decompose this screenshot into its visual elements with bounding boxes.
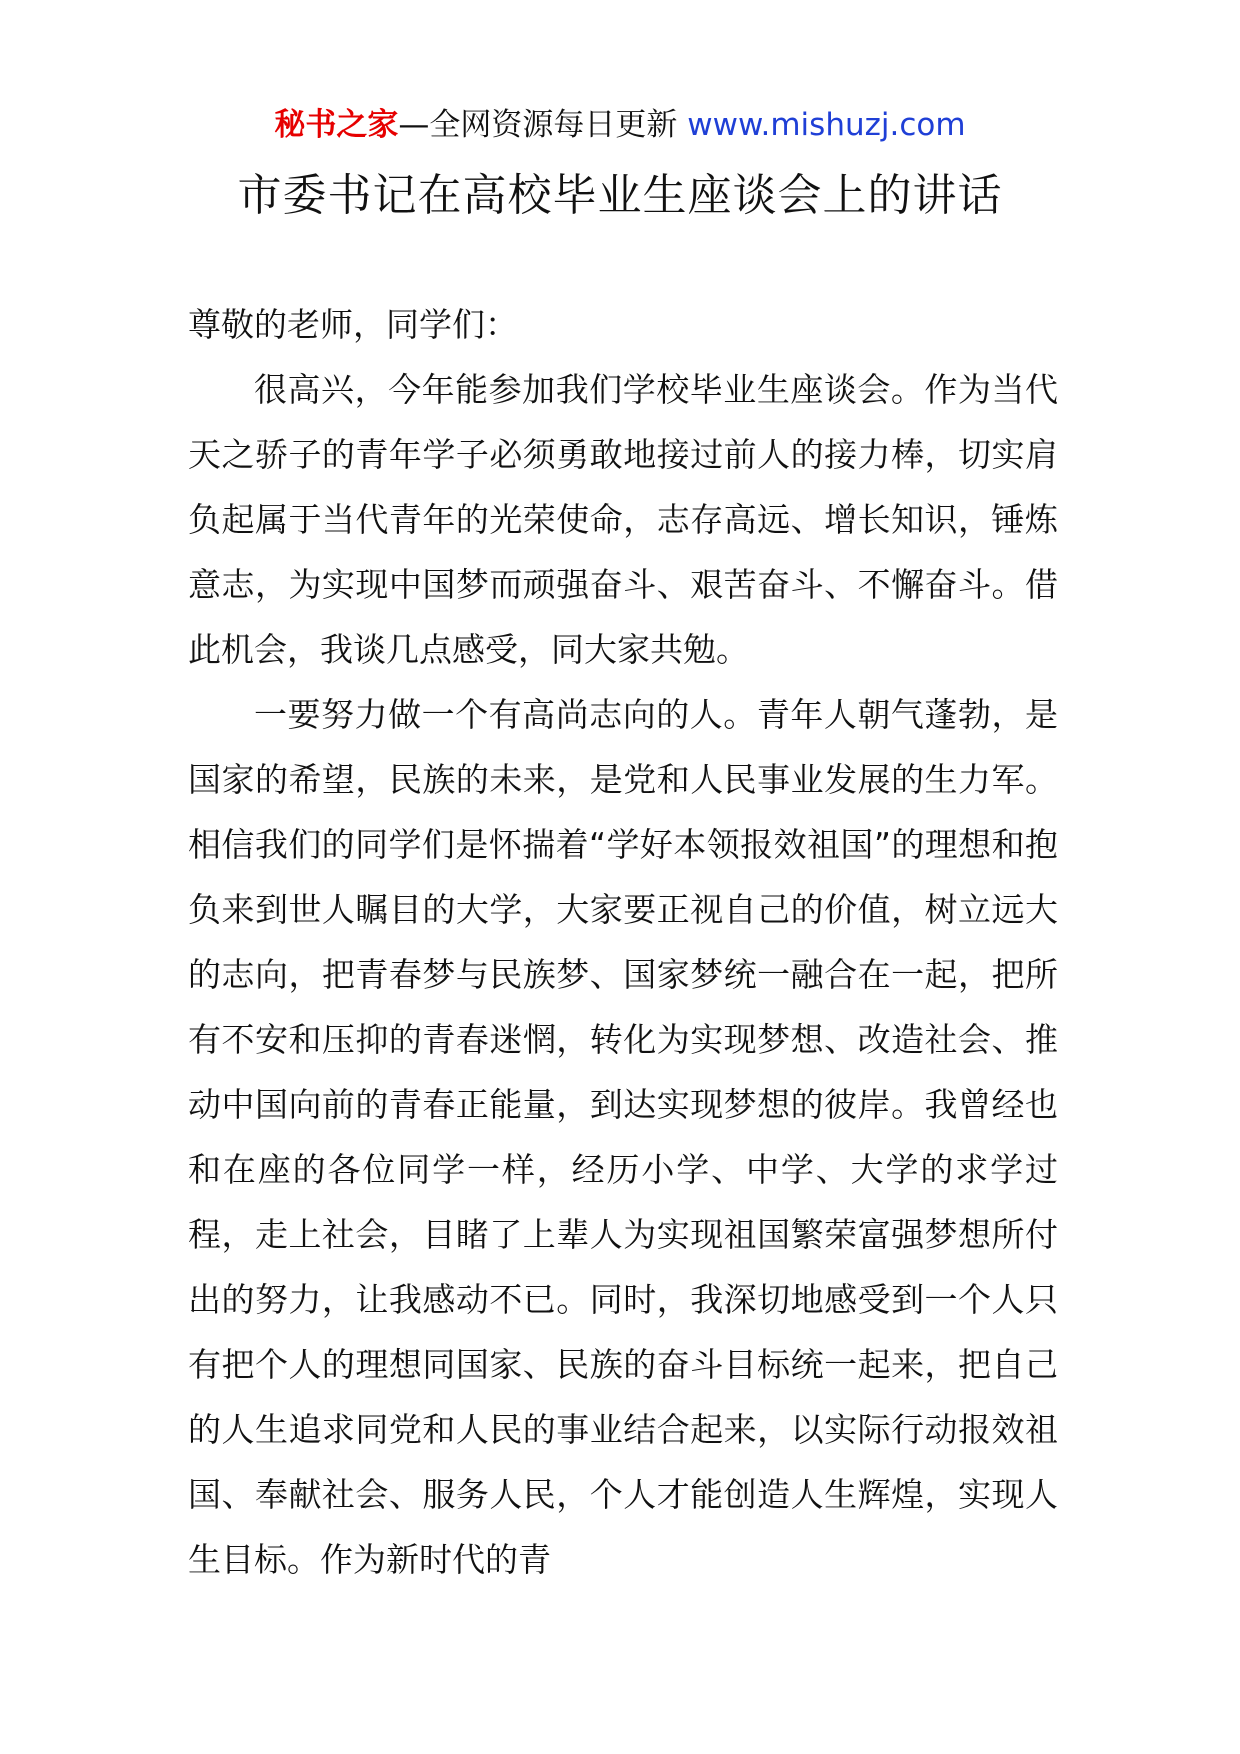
paragraph: 一要努力做一个有高尚志向的人。青年人朝气蓬勃，是国家的希望，民族的未来，是党和人民事业发展的生力军。相信我们的同学们是怀揣着“学好本领报效祖国”的理想和抱负来到世人瞩目的大学，大家要正视自己的价值，树立远大的志向，把青春梦与民族梦、国家梦统一融合在一起，把所有不安和压抑的青春迷惘，转化为实现梦想、改造社会、推动中国向前的青春正能量，到达实现梦想的彼岸。我曾经也和在座的各位同学一样，经历小学、中学、大学的求学过程，走上社会，目睹了上辈人为实现祖国繁荣富强梦想所付出的努力，让我感动不已。同时，我深切地感受到一个人只有把个人的理想同国家、民族的奋斗目标统一起来，把自己的人生追求同党和人民的事业结合起来，以实际行动报效祖国、奉献社会、服务人民，个人才能创造人生辉煌，实现人生目标。作为新时代的青 bbox=[188, 695, 1058, 1579]
site-header bbox=[0, 103, 1240, 147]
salutation: 尊敬的老师，同学们： bbox=[188, 305, 518, 344]
header-tagline: —全网资源每日更新 bbox=[398, 107, 678, 143]
paragraph: 很高兴，今年能参加我们学校毕业生座谈会。作为当代天之骄子的青年学子必须勇敢地接过前人的接力棒，切实肩负起属于当代青年的光荣使命，志存高远、增长知识，锤炼意志，为实现中国梦而顽强奋斗、艰苦奋斗、不懈奋斗。借此机会，我谈几点感受，同大家共勉。 bbox=[188, 370, 1058, 669]
document-body bbox=[188, 292, 1058, 1592]
document-title: 市委书记在高校毕业生座谈会上的讲话 bbox=[237, 170, 1003, 221]
site-url-link[interactable]: www.mishuzj.com bbox=[687, 107, 966, 143]
brand-name: 秘书之家 bbox=[274, 107, 399, 143]
